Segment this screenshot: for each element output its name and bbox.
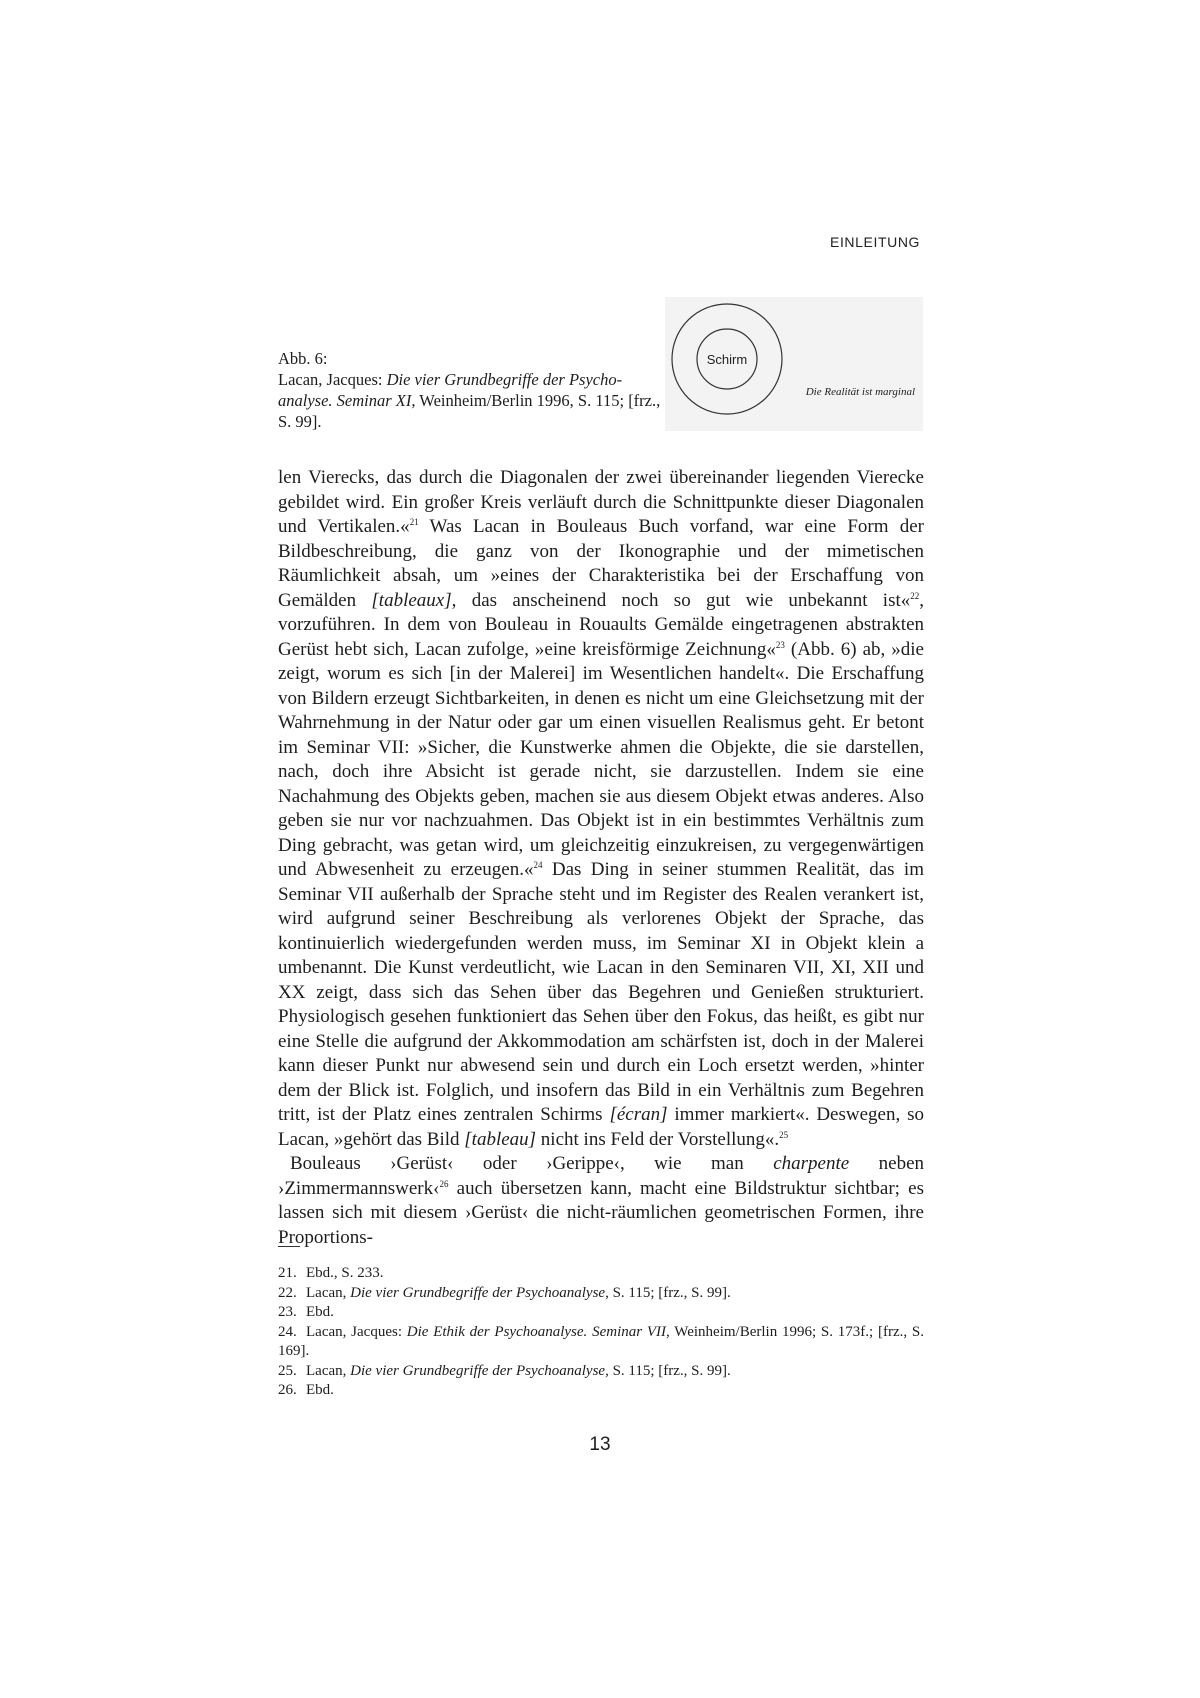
text-run: Bouleaus ›Gerüst‹ oder ›Gerippe‹, wie man xyxy=(290,1153,774,1174)
figure-diagram xyxy=(665,297,923,431)
circle-diagram xyxy=(665,297,923,431)
footnote-item xyxy=(278,1381,924,1401)
text-run: auch übersetzen kann, macht eine Bildstruktur sichtbar; es lassen sich mit diesem ›Gerüst‹ die nicht-räumlichen geometrischen Formen, ihre Proportions- xyxy=(278,1177,924,1248)
footnote-item xyxy=(278,1362,924,1382)
footnote-number: 26. xyxy=(278,1382,297,1398)
italic-run: [tableau] xyxy=(464,1128,537,1150)
footnote-item xyxy=(278,1303,924,1323)
footnote-ref: 22 xyxy=(910,590,920,601)
footnote-number: 22. xyxy=(278,1284,297,1301)
footnote-number: 25. xyxy=(278,1362,297,1379)
italic-run: Die vier Grundbegriffe der Psychoanalyse xyxy=(350,1284,606,1301)
text-run: Ebd. xyxy=(306,1382,334,1398)
footnote-ref: 21 xyxy=(409,517,419,527)
text-run: Lacan, Jacques: xyxy=(306,1323,407,1340)
text-run: Das Ding in seiner stummen Realität, das im Seminar VII außerhalb der Sprache steht und im Register des Realen verankert ist, wird aufgrund seiner Beschreibung als verlorenes Objekt der Sprache, das kontinuierlich wiedergefunden werden muss, im Seminar XI in Objekt klein a umbenannt. Die Kunst verdeutlicht, wie Lacan in den Seminaren VII, XI, XII und XX zeigt, dass sich das Sehen über das Begehren und Genießen strukturiert. Physiologisch gesehen funktioniert das Sehen über den Fokus, das heißt, es gibt nur eine Stelle die aufgrund der Akkommodation am schärfsten ist, doch in der Malerei kann dieser Punkt nur abwesend sein und durch ein Loch ersetzt werden, »hinter dem der Blick ist. Folglich, und insofern das Bild in ein Verhältnis zum Begehren tritt, ist der Platz eines zentralen Schirms xyxy=(278,859,924,1125)
footnote-ref: 25 xyxy=(779,1129,789,1140)
text-run: nicht ins Feld der Vorstellung«. xyxy=(536,1128,780,1150)
footnote-number: 24. xyxy=(278,1323,297,1340)
footnote-ref: 24 xyxy=(533,860,543,870)
italic-run: Die vier Grundbegriffe der Psychoanalyse, xyxy=(350,1362,609,1379)
body-paragraph xyxy=(278,466,924,1152)
footnote-number: 23. xyxy=(278,1304,297,1320)
text-run: Ebd., S. 233. xyxy=(306,1265,384,1281)
caption-label: Abb. 6: xyxy=(278,349,328,368)
text-run: Lacan, xyxy=(306,1284,351,1301)
footnote-item xyxy=(278,1323,924,1362)
footnote-item xyxy=(278,1264,924,1284)
text-run: neben ›Zimmermannswerk‹ xyxy=(278,1153,924,1199)
footnote-number: 21. xyxy=(278,1265,297,1281)
text-run: Was Lacan in Bouleaus Buch vorfand, war eine Form der Bildbeschreibung, die ganz von der Ikonographie und der mimetischen Räumlichkeit absah, um »eines der Charakteristika bei der Erschaffung von Gemälden xyxy=(278,516,924,611)
text-run: , S. 115; [frz., S. 99]. xyxy=(605,1284,731,1301)
footnotes xyxy=(278,1264,924,1401)
footnote-ref: 26 xyxy=(439,1178,449,1189)
text-run: immer markiert«. Deswegen, so Lacan, »gehört das Bild xyxy=(278,1104,924,1150)
inner-circle-label: Schirm xyxy=(706,352,748,367)
text-run: , vorzuführen. In dem von Bouleau in Rouaults Gemälde eingetragenen abstrakten Gerüst hebt sich, Lacan zufolge, »eine kreisförmige Zeichnung« xyxy=(278,589,925,660)
text-run: , das anscheinend noch so gut wie unbekannt ist« xyxy=(451,589,911,611)
footnote-ref: 23 xyxy=(775,639,785,650)
text-run: Ebd. xyxy=(306,1304,334,1320)
body-text xyxy=(278,466,924,1250)
text-run: len Vierecks, das durch die Diagonalen der zwei übereinander liegenden Vierecke gebildet wird. Ein großer Kreis verläuft durch die Schnittpunkte dieser Diagonalen und Vertikalen.« xyxy=(278,467,924,537)
text-run: , Weinheim/Berlin 1996; S. 173f.; [frz., S. 169]. xyxy=(278,1323,925,1359)
caption-author: Lacan, Jacques: xyxy=(278,370,387,389)
italic-run: charpente xyxy=(773,1153,850,1174)
page-number: 13 xyxy=(589,1434,611,1455)
text-run: S. 115; [frz., S. 99]. xyxy=(608,1362,731,1379)
figure-caption xyxy=(278,348,662,432)
italic-run: Die Ethik der Psychoanalyse. Seminar VII xyxy=(406,1323,667,1340)
italic-run: [tableaux] xyxy=(371,589,452,611)
text-run: Lacan, xyxy=(306,1362,351,1379)
text-run: (Abb. 6) ab, »die zeigt, worum es sich [in der Malerei] im Wesentlichen handelt«. Die Erschaffung von Bildern erzeugt Sichtbarkeiten, in denen es nicht um eine Gleichsetzung mit der Wahrnehmung in der Natur oder gar um einen visuellen Realismus geht. Er betont im Seminar VII: »Sicher, die Kunstwerke ahmen die Objekte, die sie darstellen, nach, doch ihre Absicht ist gerade nicht, sie darzustellen. Indem sie eine Nachahmung des Objekts geben, machen sie aus diesem Objekt etwas anderes. Also geben sie nur vor nachzuahmen. Das Objekt ist in ein bestimmtes Verhältnis zum Ding gebracht, was getan wird, um gleichzeitig einzukreisen, zu vergegenwärtigen und Abwesenheit zu erzeugen.« xyxy=(278,638,924,880)
italic-run: [écran] xyxy=(609,1104,668,1125)
running-head: EINLEITUNG xyxy=(830,234,921,250)
body-paragraph xyxy=(278,1152,924,1250)
footnote-rule xyxy=(278,1246,300,1247)
outer-label: Die Realität ist marginal xyxy=(805,386,915,398)
caption-title: Die vier Grundbegriffe der Psycho-analyse. Seminar XI xyxy=(278,370,623,410)
footnote-item xyxy=(278,1284,924,1304)
caption-source: , Weinheim/Berlin 1996, S. 115; [frz., S. 99]. xyxy=(278,391,661,431)
